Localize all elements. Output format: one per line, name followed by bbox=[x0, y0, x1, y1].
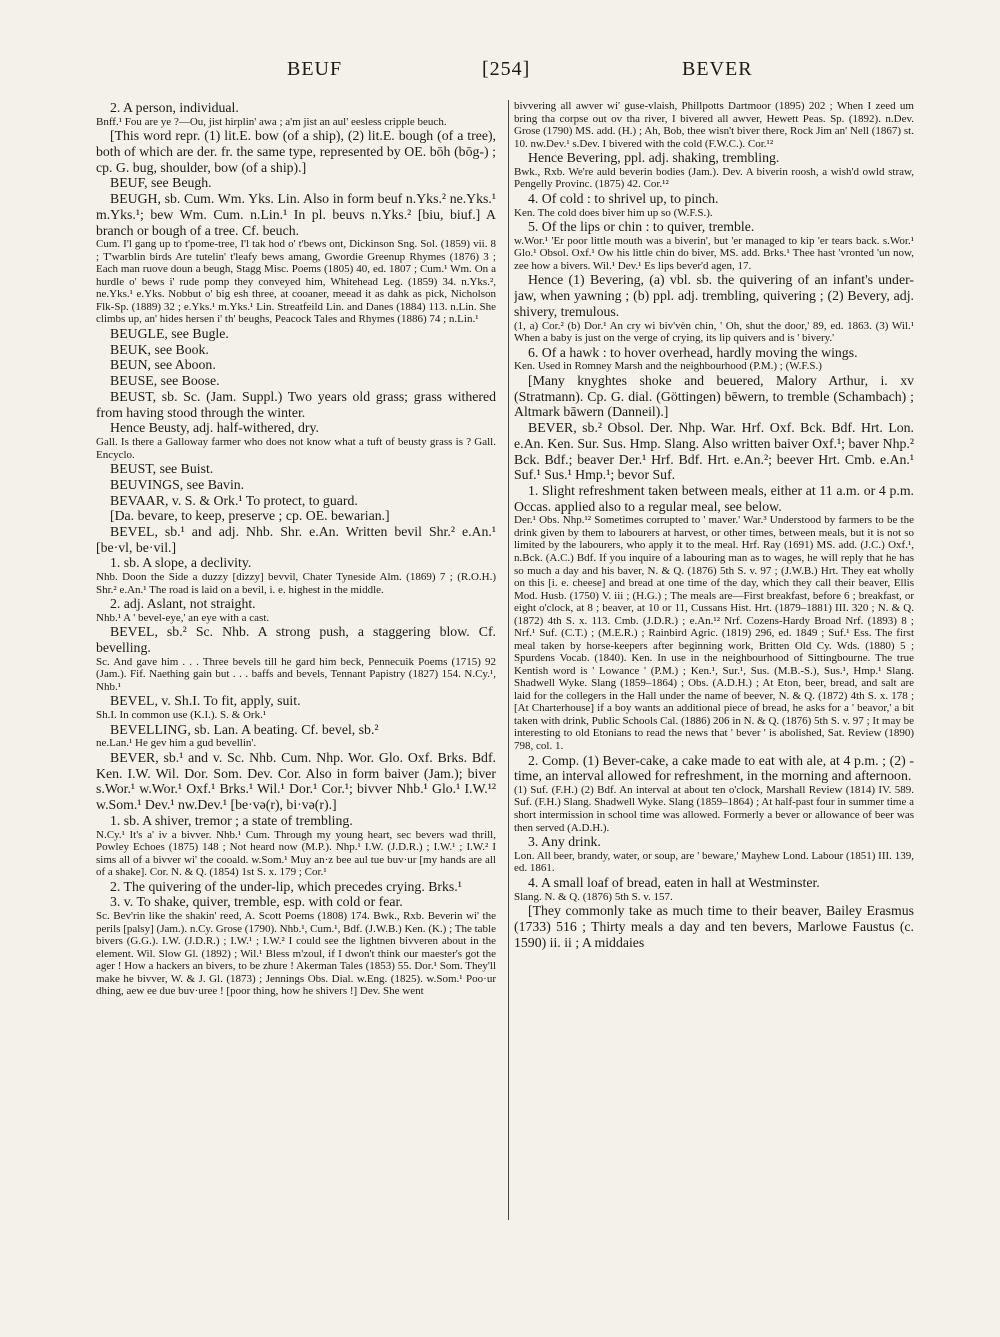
entry-paragraph: 3. Any drink. bbox=[528, 834, 601, 850]
entry-paragraph: BEUGLE, see Bugle. bbox=[110, 326, 229, 341]
citation-paragraph: Sc. And gave him . . . Three bevels till he gard him beck, Pennecuik Poems (1715) 92 (Jam.). Fif. Naething gain but . . . baffs and bevels, Tennant Papistry (1827) 154. N.Cy.¹, Nhb.¹ bbox=[96, 655, 496, 693]
entry-paragraph: 6. Of a hawk : to hover overhead, hardly moving the wings. bbox=[528, 344, 858, 360]
citation-paragraph: Bnff.¹ Fou are ye ?—Ou, jist hirplin' awa ; a'm jist an aul' eesless cripple beuch. bbox=[96, 115, 447, 128]
citation-paragraph: (1) Suf. (F.H.) (2) Bdf. An interval at about ten o'clock, Marshall Review (1814) IV. 589. Suf. (F.H.) Slang. Shadwell Wyke. Slang (1859–1864) ; At half-past four in summer time a short intermission in school time was allowed. Formerly a bever or allowance of beer was then served (A.D.H.). bbox=[514, 783, 914, 834]
citation-paragraph: Cum. I'l gang up to t'pome-tree, I'l tak hod o' t'bews ont, Dickinson Sng. Sol. (1859) vii. 8 ; T'warblin birds Are tutelin' t'leafy bews amang, Gwordie Greenup Rhymes (1876) 3 ; Each man ruove doun a beugh, Stagg Misc. Poems (1805) 40, ed. 1807 ; Cum.¹ Wm. On a hurdle o' bews i' rude pomp they conveyed him, Whitehead Leg. (1859) 34. n.Yks.², ne.Yks.¹ e.Yks. Nobbut o' big esh three, at cooaner, meead it as dahk as pick, Nicholson Flk-Sp. (1889) 32 ; e.Yks.¹ m.Yks.¹ Lin. Streatfeild Lin. and Danes (1884) 113. n.Lin. She climbs up, an' hides hersen i' th' beughs, Peacock Tales and Rhymes (1886) 74 ; n.Lin.¹ bbox=[96, 238, 496, 326]
entry-paragraph: BEVEL, v. Sh.I. To fit, apply, suit. bbox=[110, 693, 301, 709]
entry-paragraph: 3. v. To shake, quiver, tremble, esp. with cold or fear. bbox=[110, 894, 403, 910]
entry-paragraph: BEVEL, sb.¹ and adj. Nhb. Shr. e.An. Written bevil Shr.² e.An.¹ [be·vl, be·vil.] bbox=[96, 523, 496, 555]
entry-paragraph: 2. Comp. (1) Bever-cake, a cake made to eat with ale, at 4 p.m. ; (2) -time, an interval allowed for refreshment, in the morning and afternoon. bbox=[514, 752, 914, 784]
entry-paragraph: 1. sb. A slope, a declivity. bbox=[110, 555, 252, 571]
entry-paragraph: BEVAAR, v. S. & Ork.¹ To protect, to guard. bbox=[110, 492, 358, 508]
entry-paragraph: 1. Slight refreshment taken between meals, either at 11 a.m. or 4 p.m. Occas. applied also to a regular meal, see below. bbox=[514, 482, 914, 514]
entry-paragraph: [Many knyghtes shoke and beuered, Malory Arthur, i. xv (Stratmann). Cp. G. dial. (Göttingen) bēwern, to tremble (Schambach) ; Altmark bāwern (Danneil).] bbox=[514, 372, 914, 420]
citation-paragraph: Nhb. Doon the Side a duzzy [dizzy] bevvil, Chater Tyneside Alm. (1869) 7 ; (R.O.H.) Shr.² e.An.¹ The road is laid on a bevil, i. e. highest in the middle. bbox=[96, 571, 496, 596]
running-header bbox=[95, 58, 925, 88]
entry-paragraph: BEUN, see Aboon. bbox=[110, 357, 216, 373]
citation-paragraph: Ken. The cold does biver him up so (W.F.S.). bbox=[514, 206, 713, 219]
citation-paragraph: (1, a) Cor.² (b) Dor.¹ An cry wi biv'vèn chin, ' Oh, shut the door,' 89, ed. 1863. (3) Wil.¹ When a baby is just on the verge of crying, its lip quivers and is ' bivery.' bbox=[514, 319, 914, 345]
citation-paragraph: Bwk., Rxb. We're auld beverin bodies (Jam.). Dev. A biverin roosh, a wish'd owld straw, Pengelly Provinc. (1875) 42. Cor.¹² bbox=[514, 165, 914, 191]
citation-paragraph: Lon. All beer, brandy, water, or soup, are ' beware,' Mayhew Lond. Labour (1851) III. 139, ed. 1861. bbox=[514, 849, 914, 875]
entry-paragraph: BEUST, see Buist. bbox=[110, 461, 214, 477]
entry-paragraph: 1. sb. A shiver, tremor ; a state of trembling. bbox=[110, 812, 353, 828]
citation-paragraph: Sh.I. In common use (K.I.). S. & Ork.¹ bbox=[96, 709, 267, 722]
entry-paragraph: Hence (1) Bevering, (a) vbl. sb. the quivering of an infant's under-jaw, when yawning ; (b) ppl. adj. trembling, quivering ; (2) Bevery, adj. shivery, tremulous. bbox=[514, 272, 914, 319]
header-right-guideword: BEVER bbox=[682, 58, 753, 80]
entry-paragraph: BEVER, sb.¹ and v. Sc. Nhb. Cum. Nhp. Wor. Glo. Oxf. Brks. Bdf. Ken. I.W. Wil. Dor. Som. Dev. Cor. Also in form baiver (Jam.); biver s.Wor.¹ w.Wor.¹ Oxf.¹ Brks.¹ Wil.¹ Dor.¹ Cor.¹; bivver Nhb.¹ Glo.¹ I.W.¹² w.Som.¹ Dev.¹ nw.Dev.¹ [be·və(r), bi·və(r).] bbox=[96, 749, 496, 813]
citation-paragraph: w.Wor.¹ 'Er poor little mouth was a biverin', but 'er managed to kip 'er tears back. s.Wor.¹ Glo.¹ Obsol. Oxf.¹ Ow his little chin do biver, MS. add. Brks.¹ Thee hast 'vronted 'un now, zee how a bivers. Wil.¹ Dev.¹ Es lips bever'd agen, 17. bbox=[514, 234, 914, 272]
entry-paragraph: BEUST, sb. Sc. (Jam. Suppl.) Two years old grass; grass withered from having stood through the winter. bbox=[96, 388, 496, 420]
page-number: [254] bbox=[482, 58, 531, 80]
entry-paragraph: BEVEL, sb.² Sc. Nhb. A strong push, a staggering blow. Cf. bevelling. bbox=[96, 624, 496, 656]
citation-paragraph: Gall. Is there a Galloway farmer who does not know what a tuft of beusty grass is ? Gall. Encyclo. bbox=[96, 436, 496, 461]
entry-paragraph: BEUGH, sb. Cum. Wm. Yks. Lin. Also in form beuf n.Yks.² ne.Yks.¹ m.Yks.¹; bew Wm. Cum. n.Lin.¹ In pl. beuvs n.Yks.² [biu, biuf.] A branch or bough of a tree. Cf. beuch. bbox=[96, 191, 496, 238]
entry-paragraph: BEUF, see Beugh. bbox=[110, 175, 212, 191]
entry-paragraph: BEVELLING, sb. Lan. A beating. Cf. bevel, sb.² bbox=[110, 721, 379, 737]
citation-paragraph: Der.¹ Obs. Nhp.¹² Sometimes corrupted to ' maver.' War.³ Understood by farmers to be the drink given by them to labourers at harvest, or other times, between meals, but it is not so limited by the labourers, who apply it to the meal. Hrf. Ray (1691) MS. add. (J.C.) Oxf.¹, n.Bck. (A.C.) Bdf. If you inquire of a labouring man as to wages, he will reply that he has so much a day and his baver, N. & Q. (1876) 5th S. v. 97 ; (J.W.B.) Hrt. They eat wholly on this [i. e. cheese] and bread at one time of the day, which they call their beaver, Ellis Mod. Husb. (1750) V. iii ; (H.G.) ; The meals are—First breakfast, before 6 ; breakfast, or eight o'clock, at 8 ; beaver, at 10 or 11, Cussans Hist. Hrt. (1879–1881) III. 320 ; N. & Q. (1872) 4th S. x. 113. Cmb. (J.D.R.) ; e.An.¹² Nrf. Cozens-Hardy Broad Nrf. (1893) 8 ; Nrf.¹ Suf. (C.T.) ; (M.E.R.) ; Rainbird Agric. (1819) 296, ed. 1849 ; Suf.¹ Ess. The first meal taken by horse-keepers after beginning work, Britten Old Cy. Wds. (1880) 5 ; Spurdens Vocab. (1840). Ken. In use in the neighbourhood of Sittingbourne. The true Kentish word is ' Lowance ' (P.M.) ; Ken.¹, Sur.¹, Sus. (M.B.-S.), Sus.¹, Hmp.¹ Slang. Shadwell Wyke. Slang (1859–1864) ; Obs. (A.D.H.) ; At Eton, beer, bread, and salt are laid for the collegers in the Hall under the name of beever, N. & Q. (1872) 4th S. x. 178 ; [At Charterhouse] if a boy wants an additional piece of bread, he asks for a ' beavor,' a bit taken with drink, Public Schools Cal. (1886) 206 in N. & Q. (1876) 5th S. v. 97 ; It may be interesting to old Etonians to read the news that ' bever ' is abolished, Sat. Review (1890) 798, col. 1. bbox=[514, 514, 914, 752]
citation-paragraph: ne.Lan.¹ He gev him a gud bevellin'. bbox=[96, 737, 257, 750]
header-left-guideword: BEUF bbox=[287, 58, 343, 80]
entry-paragraph: Hence Bevering, ppl. adj. shaking, trembling. bbox=[528, 150, 780, 166]
citation-paragraph: N.Cy.¹ It's a' iv a bivver. Nhb.¹ Cum. Through my young heart, sec bevers wad thrill, Powley Echoes (1875) 148 ; Not heard now (M.P.). Nhp.¹ I.W. (J.D.R.) ; I.W.¹ ; I.W.² I sims all of a bivver wi' the cooald. w.Som.¹ Muy an·z bee aul tue buv·ur [my hands are all of a shake]. Cor. N. & Q. (1854) 1st S. x. 179 ; Cor.¹ bbox=[96, 828, 496, 879]
entry-paragraph: BEUVINGS, see Bavin. bbox=[110, 476, 245, 492]
citation-paragraph: Nhb.¹ A ' bevel-eye,' an eye with a cast. bbox=[96, 611, 270, 624]
entry-paragraph: 2. A person, individual. bbox=[110, 100, 239, 115]
entry-paragraph: BEVER, sb.² Obsol. Der. Nhp. War. Hrf. Oxf. Bck. Bdf. Hrt. Lon. e.An. Ken. Sur. Sus. Hmp. Slang. Also written baiver Oxf.¹; baver Nhp.² Bck. Bdf.; beaver Der.¹ Hrf. Bdf. Hrt. e.An.²; beever Hrt. Cmb. e.An.¹ Suf.¹ Sus.¹ Hmp.¹; bevor Suf. bbox=[514, 420, 914, 483]
citation-paragraph: Slang. N. & Q. (1876) 5th S. v. 157. bbox=[514, 890, 673, 903]
entry-paragraph: 4. A small loaf of bread, eaten in hall at Westminster. bbox=[528, 874, 820, 890]
entry-paragraph: [Da. bevare, to keep, preserve ; cp. OE. bewarian.] bbox=[110, 508, 390, 524]
entry-paragraph: 4. Of cold : to shrivel up, to pinch. bbox=[528, 190, 719, 206]
entry-paragraph: Hence Beusty, adj. half-withered, dry. bbox=[110, 420, 319, 436]
entry-paragraph: [This word repr. (1) lit.E. bow (of a ship), (2) lit.E. bough (of a tree), both of which are der. fr. the same type, represented by OE. bōh (bōg-) ; cp. G. bug, shoulder, bow (of a ship).] bbox=[96, 128, 496, 175]
entry-paragraph: [They commonly take as much time to their beaver, Bailey Erasmus (1733) 516 ; Thirty meals a day and ten bevers, Marlowe Faustus (c. 1590) ii. ii ; A middaies bbox=[514, 903, 914, 950]
citation-paragraph: Ken. Used in Romney Marsh and the neighbourhood (P.M.) ; (W.F.S.) bbox=[514, 360, 822, 373]
citation-paragraph: bivvering all awver wi' guse-vlaish, Phillpotts Dartmoor (1895) 202 ; When I zeed um bring tha corpse out ov tha river, I bivered all awver, Hewett Peas. Sp. (1892). n.Dev. Grose (1790) MS. add. (H.) ; Ah, Bob, thee wisn't biver there, Rock Jim an' Nell (1867) st. 10. nw.Dev.¹ s.Dev. I bivered with the cold (F.W.C.). Cor.¹² bbox=[514, 100, 914, 150]
right-column bbox=[514, 100, 914, 1220]
entry-paragraph: 5. Of the lips or chin : to quiver, tremble. bbox=[528, 219, 755, 235]
entry-paragraph: 2. adj. Aslant, not straight. bbox=[110, 596, 256, 612]
entry-paragraph: BEUK, see Book. bbox=[110, 341, 209, 357]
left-column bbox=[96, 100, 496, 1252]
citation-paragraph: Sc. Bev'rin like the shakin' reed, A. Scott Poems (1808) 174. Bwk., Rxb. Beverin wi' the perils [palsy] (Jam.). n.Cy. Grose (1790). Nhb.¹, Cum.¹, Bdf. (J.W.B.) Ken. (K.) ; The table bivers (G.G.). I.W. (J.D.R.) ; I.W.¹ ; I.W.² I could see the lightnen bivveren about in the element. Wil. Slow Gl. (1892) ; Wil.¹ Bless m'zoul, if I dwon't think our maester's got the ager ! How a hackers an bivers, to be zhure ! Akerman Tales (1853) 55. Dor.¹ Som. They'll make he bivver, W. & J. Gl. (1873) ; Jennings Obs. Dial. w.Eng. (1825). w.Som.¹ Poo·ur dhing, aew ee due buv·uree ! [poor thing, how he shivers !] Dev. She went bbox=[96, 910, 496, 998]
entry-paragraph: BEUSE, see Boose. bbox=[110, 373, 220, 389]
column-divider bbox=[508, 100, 509, 1220]
entry-paragraph: 2. The quivering of the under-lip, which precedes crying. Brks.¹ bbox=[110, 878, 462, 894]
